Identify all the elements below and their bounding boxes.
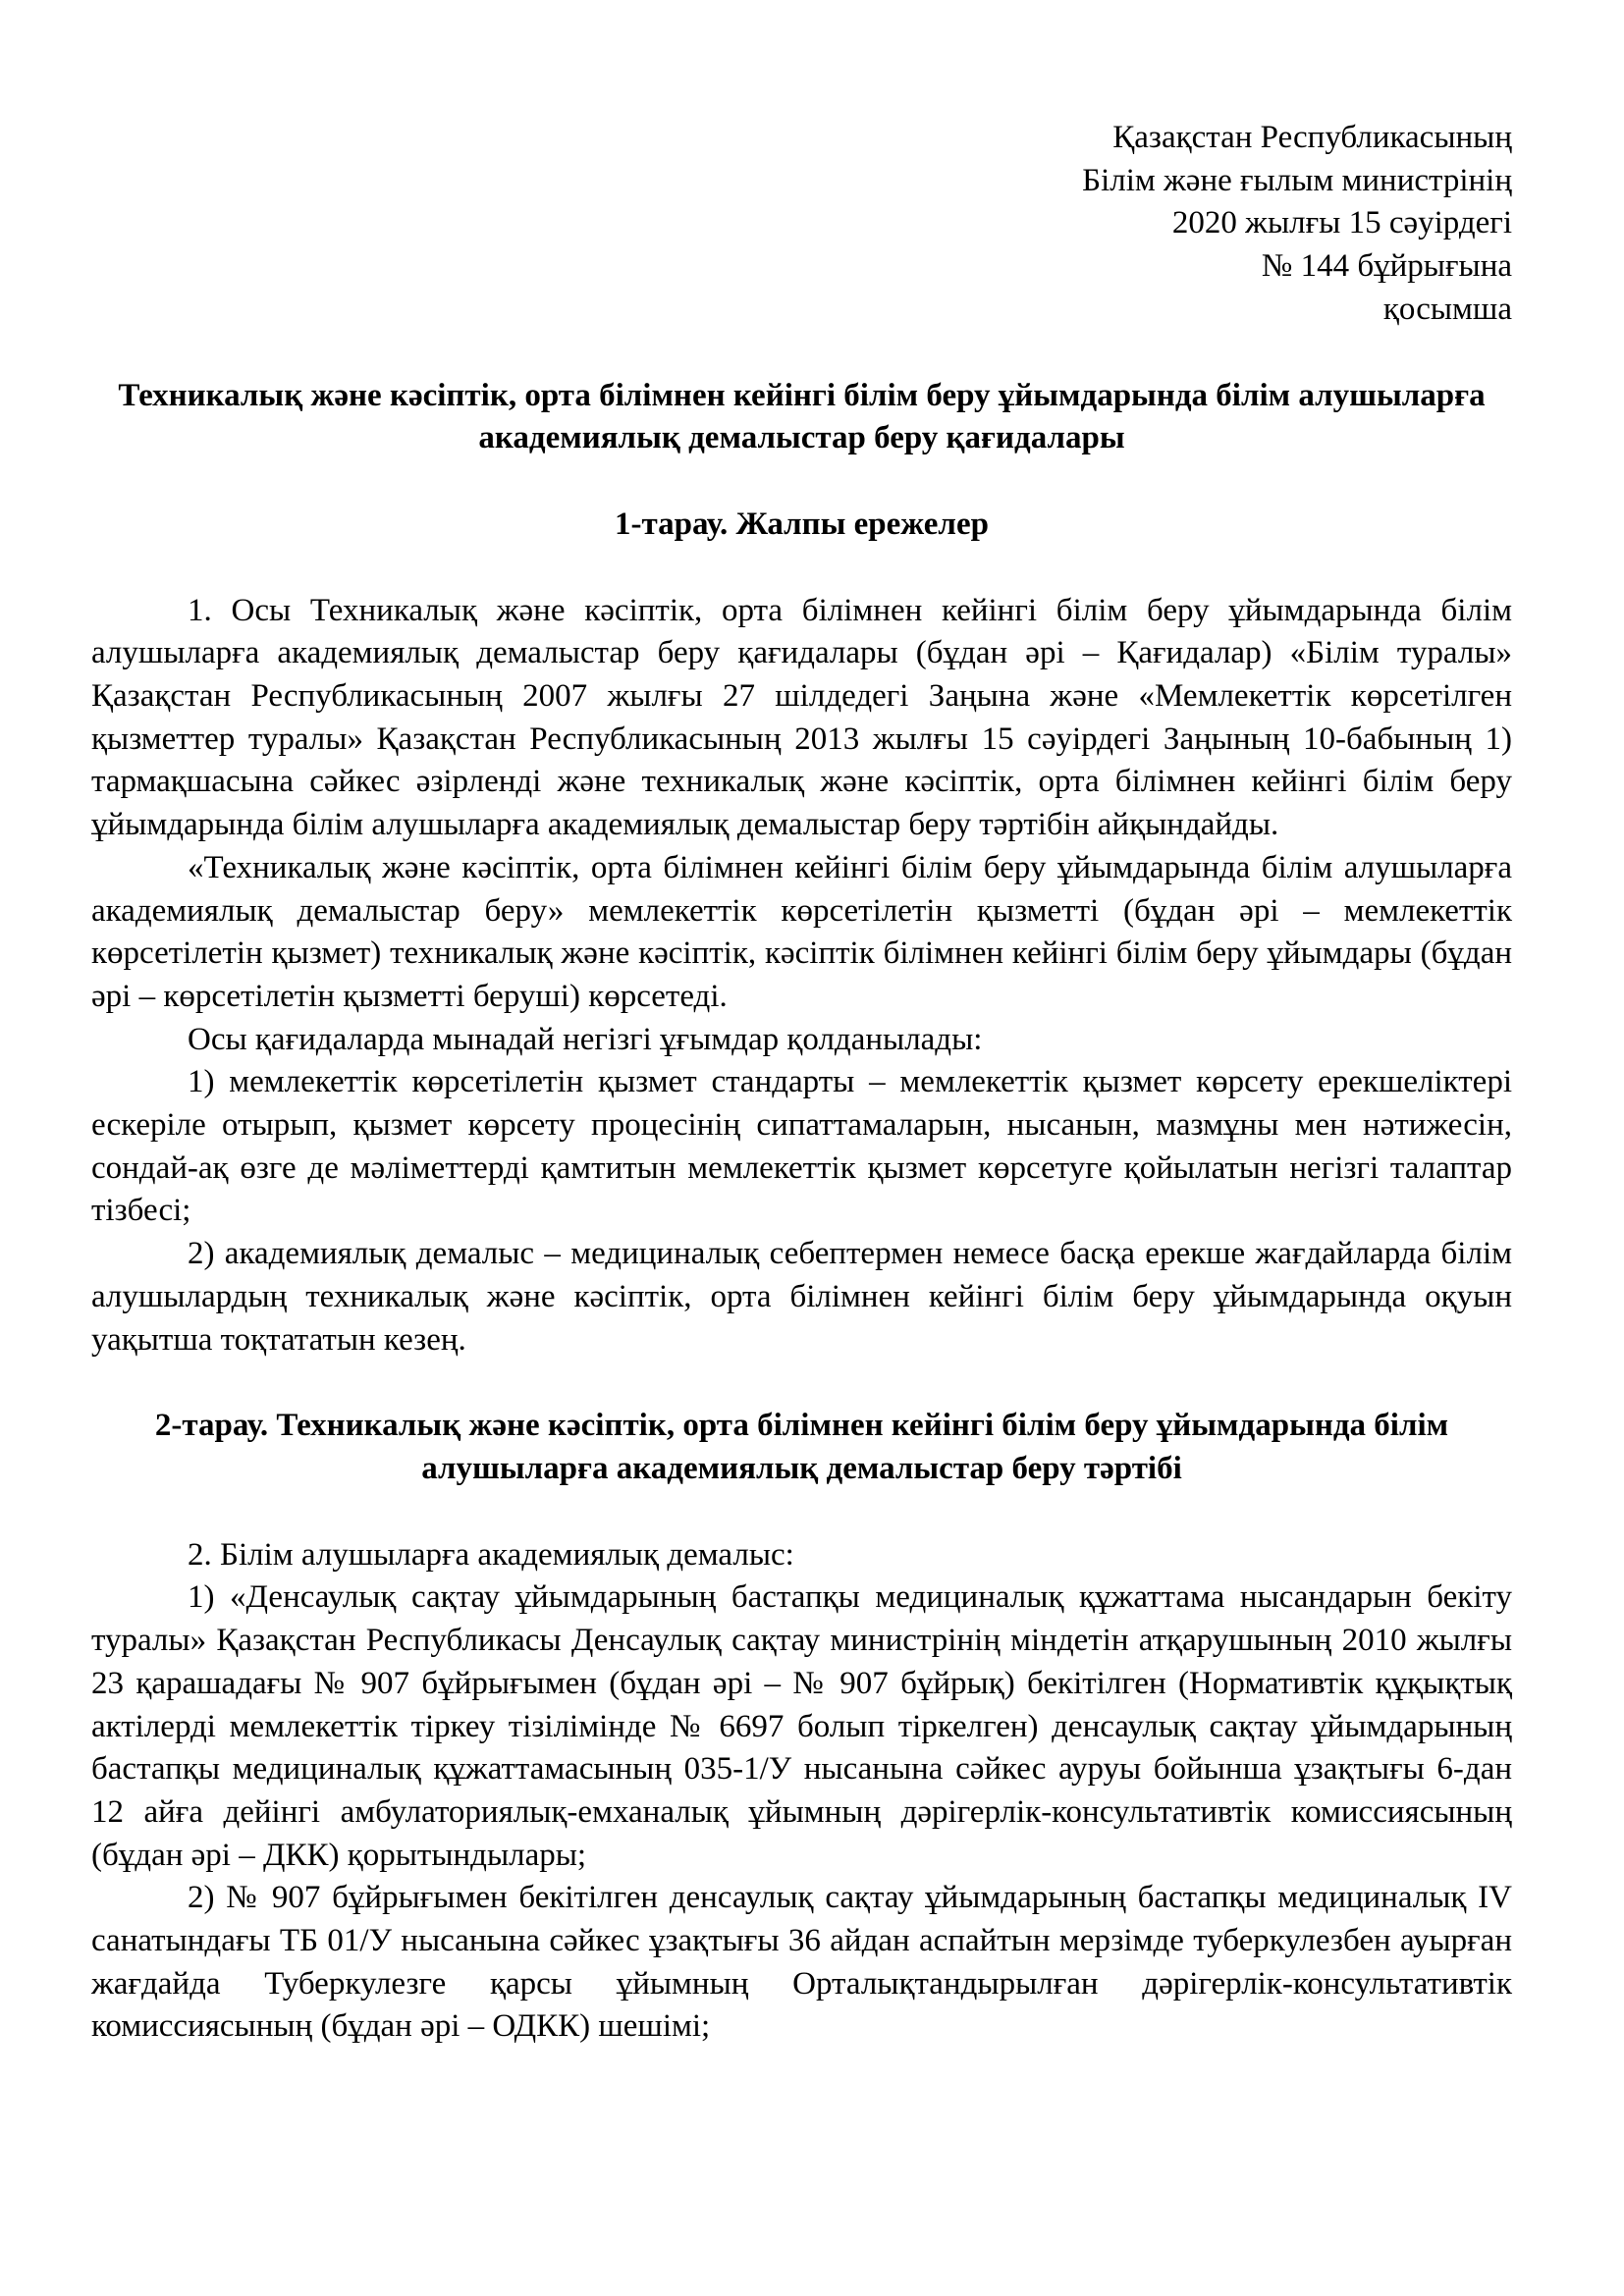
order-reference-header — [91, 117, 1512, 332]
chapter-1-heading: 1-тарау. Жалпы ережелер — [615, 506, 989, 542]
header-line-date: 2020 жылғы 15 сәуірдегі — [1171, 205, 1512, 241]
header-line-order-number: № 144 бұйрығына — [1261, 248, 1512, 285]
chapter-2-heading: 2-тарау. Техникалық және кәсіптік, орта білімнен кейінгі білім беру ұйымдарында білім алушыларға академиялық демалыстар беру тәртібі — [154, 1408, 1449, 1486]
header-line-country: Қазақстан Республикасының — [1112, 120, 1512, 155]
chapter-2-paragraph-1: 2. Білім алушыларға академиялық демалыс: — [188, 1536, 794, 1573]
chapter-1-paragraph-2: «Техникалық және кәсіптік, орта білімнен кейінгі білім беру ұйымдарында білім алушыларға академиялық демалыстар беру» мемлекеттік көрсетілетін қызметті (бұдан әрі – мемлекеттік көрсетілетін қызмет) техникалық және кәсіптік, кәсіптік білімнен кейінгі білім беру ұйымдары (бұдан әрі – көрсетілетін қызметті беруші) көрсетеді. — [91, 849, 1512, 1014]
chapter-1-body — [91, 590, 1512, 1362]
chapter-1-paragraph-3: Осы қағидаларда мынадай негізгі ұғымдар қолданылады: — [188, 1021, 983, 1057]
chapter-1-paragraph-4: 1) мемлекеттік көрсетілетін қызмет стандарты – мемлекеттік қызмет көрсету ерекшеліктері ескеріле отырып, қызмет көрсету процесінің сипаттамаларын, нысанын, мазмұны мен нәтижесін, сондай-ақ өзге де мәліметтерді қамтитын мемлекеттік қызмет көрсетуге қойылатын негізгі талаптар тізбесі; — [91, 1064, 1512, 1229]
chapter-2-paragraph-2: 1) «Денсаулық сақтау ұйымдарының бастапқы медициналық құжаттама нысандарын бекіту туралы» Қазақстан Республикасы Денсаулық сақтау министрінің міндетін атқарушының 2010 жылғы 23 қарашадағы № 907 бұйрығымен (бұдан әрі – № 907 бұйрық) бекітілген (Нормативтік құқықтық актілерді мемлекеттік тіркеу тізілімінде № 6697 болып тіркелген) денсаулық сақтау ұйымдарының бастапқы медициналық құжаттамасының 035-1/У нысанына сәйкес ауруы бойынша ұзақтығы 6-дан 12 айға дейінгі амбулаториялық-емханалық ұйымның дәрігерлік-консультативтік комиссиясының (бұдан әрі – ДКК) қорытындылары; — [91, 1579, 1512, 1873]
document-title: Техникалық және кәсіптік, орта білімнен кейінгі білім беру ұйымдарында білім алушыларға академиялық демалыстар беру қағидалары — [118, 377, 1486, 456]
chapter-1-paragraph-1: 1. Осы Техникалық және кәсіптік, орта білімнен кейінгі білім беру ұйымдарында білім алушыларға академиялық демалыстар беру қағидалары (бұдан әрі – Қағидалар) «Білім туралы» Қазақстан Республикасының 2007 жылғы 27 шілдедегі Заңына және «Мемлекеттік көрсетілген қызметтер туралы» Қазақстан Республикасының 2013 жылғы 15 сәуірдегі Заңының 10-бабының 1) тармақшасына сәйкес әзірленді және техникалық және кәсіптік, орта білімнен кейінгі білім беру ұйымдарында білім алушыларға академиялық демалыстар беру тәртібін айқындайды. — [91, 592, 1512, 843]
chapter-2-paragraph-3: 2) № 907 бұйрығымен бекітілген денсаулық сақтау ұйымдарының бастапқы медициналық IV санатындағы ТБ 01/У нысанына сәйкес ұзақтығы 36 айдан аспайтын мерзімде туберкулезбен ауырған жағдайда Туберкулезге қарсы ұйымның Орталықтандырылған дәрігерлік-консультативтік комиссиясының (бұдан әрі – ОДКК) шешімі; — [91, 1880, 1512, 2045]
header-line-appendix: қосымша — [1382, 291, 1512, 327]
chapter-2-body — [91, 1534, 1512, 2049]
chapter-1-paragraph-5: 2) академиялық демалыс – медициналық себептермен немесе басқа ерекше жағдайларда білім алушылардың техникалық және кәсіптік, орта білімнен кейінгі білім беру ұйымдарында оқуын уақытша тоқтататын кезең. — [91, 1236, 1512, 1358]
header-line-ministry: Білім және ғылым министрінің — [1082, 162, 1512, 198]
